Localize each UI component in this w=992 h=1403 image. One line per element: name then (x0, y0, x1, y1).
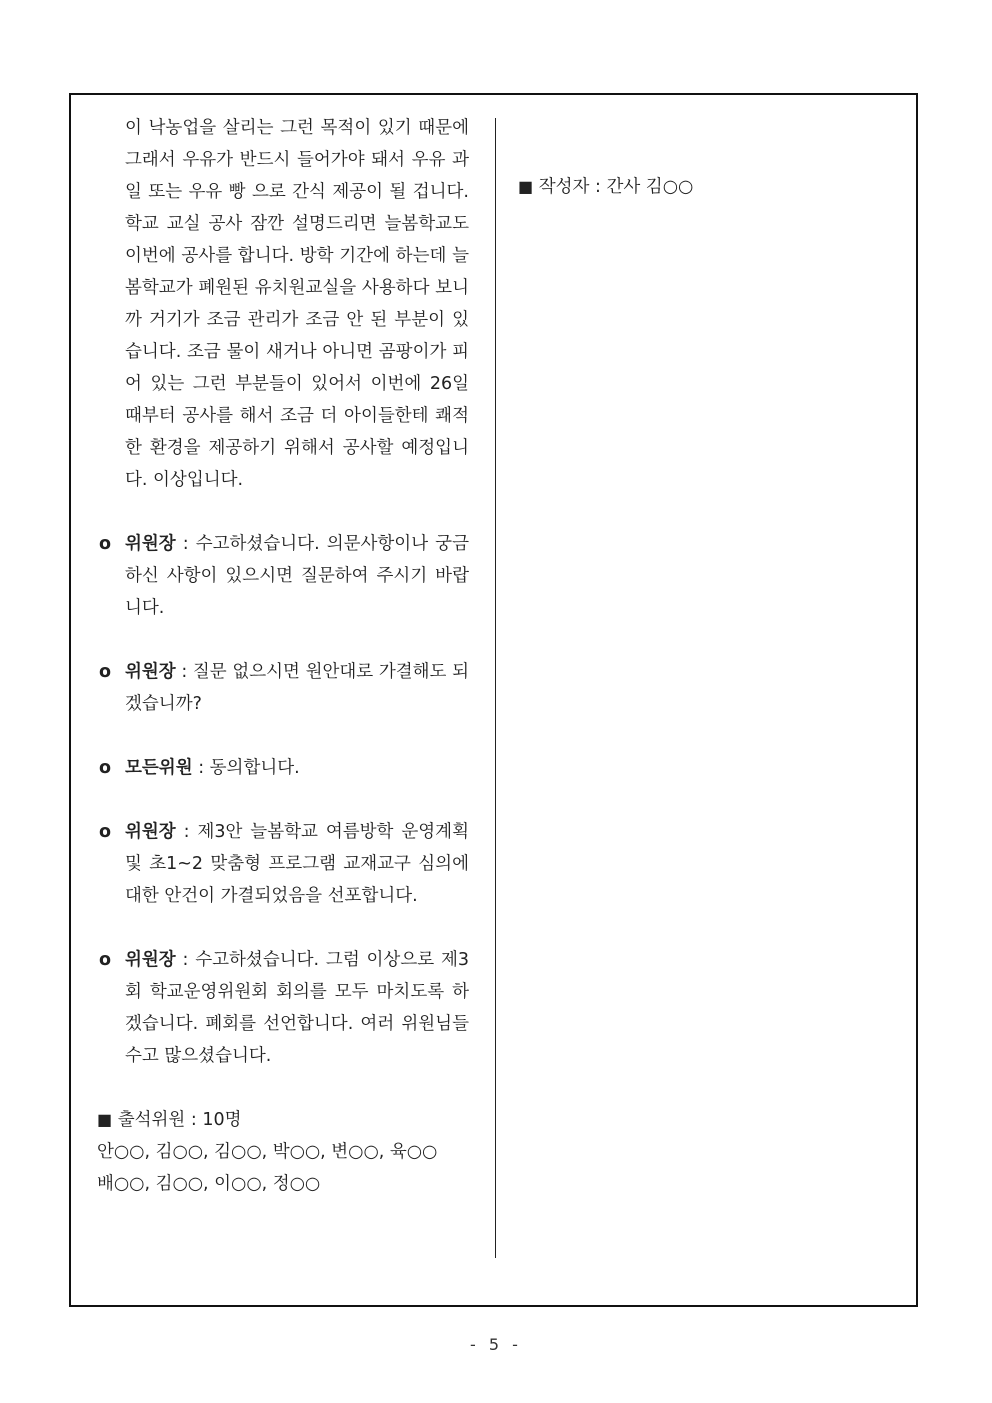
intro-paragraph: 이 낙농업을 살리는 그런 목적이 있기 때문에 그래서 우유가 반드시 들어가야 돼서 우유 과일 또는 우유 빵 으로 간식 제공이 될 겁니다. 학교 교실 공사 잠깐 설명드리면 늘봄학교도 이번에 공사를 합니다. 방학 기간에 하는데 늘봄학교가 폐원된 유치원교실을 사용하다 보니까 거기가 조금 관리가 조금 안 된 부분이 있습니다. 조금 물이 새거나 아니면 곰팡이가 피어 있는 그런 부분들이 있어서 이번에 26일 때부터 공사를 해서 조금 더 아이들한테 쾌적한 환경을 제공하기 위해서 공사할 예정입니다. 이상입니다. (125, 118, 469, 490)
square-marker-icon: ■ (518, 177, 534, 196)
statement-text: 제3안 늘봄학교 여름방학 운영계획 및 초1~2 맞춤형 프로그램 교재교구 심의에 대한 안건이 가결되었음을 선포합니다. (125, 822, 469, 906)
bullet-icon: o (99, 534, 112, 554)
separator: : (175, 950, 196, 970)
speaker-label: 위원장 (125, 822, 176, 842)
statement-2 (97, 656, 469, 720)
statement-text: 질문 없으시면 원안대로 가결해도 되겠습니까? (125, 662, 469, 714)
speaker-label: 모든위원 (125, 758, 193, 778)
bullet-icon: o (99, 950, 112, 970)
left-column (97, 112, 469, 1200)
separator: : (175, 822, 198, 842)
author-text: 작성자 : 간사 김○○ (538, 177, 694, 197)
speaker-label: 위원장 (125, 662, 176, 682)
bullet-icon: o (99, 758, 112, 778)
statement-text: 수고하셨습니다. 그럼 이상으로 제3회 학교운영위원회 회의를 모두 마치도록 하겠습니다. 폐회를 선언합니다. 여러 위원님들 수고 많으셨습니다. (125, 950, 469, 1066)
bullet-icon: o (99, 822, 112, 842)
author-line (518, 171, 898, 203)
speaker-label: 위원장 (125, 950, 176, 970)
attendance-section (97, 1104, 469, 1200)
attendance-names-line-2: 배○○, 김○○, 이○○, 정○○ (97, 1174, 321, 1194)
statement-text: 수고하셨습니다. 의문사항이나 궁금하신 사항이 있으시면 질문하여 주시기 바랍니다. (125, 534, 469, 618)
attendance-names-line-1: 안○○, 김○○, 김○○, 박○○, 변○○, 육○○ (97, 1142, 438, 1162)
statement-text: 동의합니다. (209, 758, 300, 778)
separator: : (175, 534, 196, 554)
separator: : (192, 758, 210, 778)
attendance-heading (97, 1104, 469, 1136)
page-number: - 5 - (470, 1335, 522, 1354)
statement-4 (97, 816, 469, 912)
statement-5 (97, 944, 469, 1072)
statement-1 (97, 528, 469, 624)
speaker-label: 위원장 (125, 534, 176, 554)
statement-3 (97, 752, 469, 784)
column-divider (495, 118, 496, 1258)
separator: : (175, 662, 193, 682)
right-column (518, 171, 898, 203)
square-marker-icon: ■ (97, 1110, 113, 1129)
bullet-icon: o (99, 662, 112, 682)
attendance-label: 출석위원 : 10명 (117, 1110, 242, 1130)
